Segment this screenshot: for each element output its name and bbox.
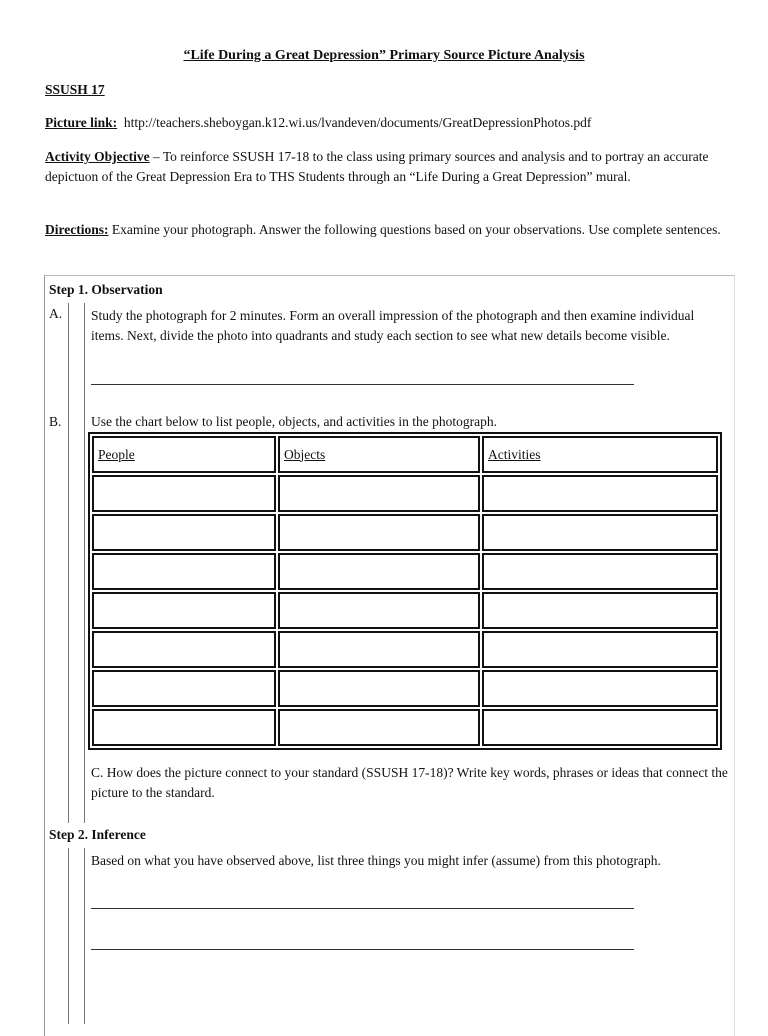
table-cell[interactable] <box>92 709 276 746</box>
step2-title: Step 2. Inference <box>49 827 146 842</box>
header-activities: Activities <box>482 436 718 473</box>
standard-code: SSUSH 17 <box>45 82 105 97</box>
table-cell[interactable] <box>278 475 480 512</box>
step1-a-letter: A. <box>49 306 63 321</box>
table-cell[interactable] <box>482 553 718 590</box>
divider-line <box>84 303 85 823</box>
directions <box>45 220 735 240</box>
answer-line[interactable] <box>91 949 634 950</box>
table-cell[interactable] <box>92 592 276 629</box>
step1-c-text: C. How does the picture connect to your standard (SSUSH 17-18)? Write key words, phrases or ideas that connect the picture to the standard. <box>91 765 728 800</box>
activity-objective <box>45 147 735 187</box>
table-cell[interactable] <box>92 670 276 707</box>
header-people: People <box>92 436 276 473</box>
table-cell[interactable] <box>92 475 276 512</box>
step1-b-text: Use the chart below to list people, objects, and activities in the photograph. <box>91 414 498 429</box>
table-cell[interactable] <box>278 631 480 668</box>
table-cell[interactable] <box>482 670 718 707</box>
table-header-row <box>92 436 718 473</box>
answer-line[interactable] <box>91 908 634 909</box>
table-cell[interactable] <box>92 553 276 590</box>
table-row <box>92 592 718 629</box>
divider-line <box>84 848 85 1024</box>
table-row <box>92 709 718 746</box>
objective-label: Activity Objective <box>45 149 150 164</box>
table-cell[interactable] <box>278 553 480 590</box>
header-objects: Objects <box>278 436 480 473</box>
table-cell[interactable] <box>278 709 480 746</box>
table-row <box>92 553 718 590</box>
directions-label: Directions: <box>45 222 109 237</box>
table-cell[interactable] <box>482 514 718 551</box>
divider-line <box>68 303 69 823</box>
table-row <box>92 631 718 668</box>
step2-text: Based on what you have observed above, list three things you might infer (assume) from this photograph. <box>91 853 661 868</box>
table-cell[interactable] <box>278 592 480 629</box>
observation-table <box>88 432 722 750</box>
table-cell[interactable] <box>92 514 276 551</box>
picture-link-label: Picture link: <box>45 115 118 130</box>
step1-title: Step 1. Observation <box>49 282 163 297</box>
picture-link-url[interactable]: http://teachers.sheboygan.k12.wi.us/lvandeven/documents/GreatDepressionPhotos.pdf <box>123 115 592 130</box>
objective-text: – To reinforce SSUSH 17-18 to the class using primary sources and analysis and to portray an accurate depictuon of the Great Depression Era to THS Students through an “Life During a Great Depression” mural. <box>45 149 709 184</box>
step1-a-text: Study the photograph for 2 minutes. Form an overall impression of the photograph and then examine individual items. Next, divide the photo into quadrants and study each section to see what new details become visible. <box>91 308 695 343</box>
table-row <box>92 475 718 512</box>
table-cell[interactable] <box>278 670 480 707</box>
answer-line[interactable] <box>91 384 634 385</box>
divider-line <box>68 848 69 1024</box>
table-cell[interactable] <box>92 631 276 668</box>
table-cell[interactable] <box>482 592 718 629</box>
directions-text: Examine your photograph. Answer the following questions based on your observations. Use complete sentences. <box>108 222 721 237</box>
table-row <box>92 670 718 707</box>
picture-link-line <box>45 113 735 133</box>
table-cell[interactable] <box>482 631 718 668</box>
table-cell[interactable] <box>482 475 718 512</box>
page-title: “Life During a Great Depression” Primary Source Picture Analysis <box>183 48 585 63</box>
table-cell[interactable] <box>482 709 718 746</box>
step1-b-letter: B. <box>49 414 62 429</box>
table-row <box>92 514 718 551</box>
table-cell[interactable] <box>278 514 480 551</box>
